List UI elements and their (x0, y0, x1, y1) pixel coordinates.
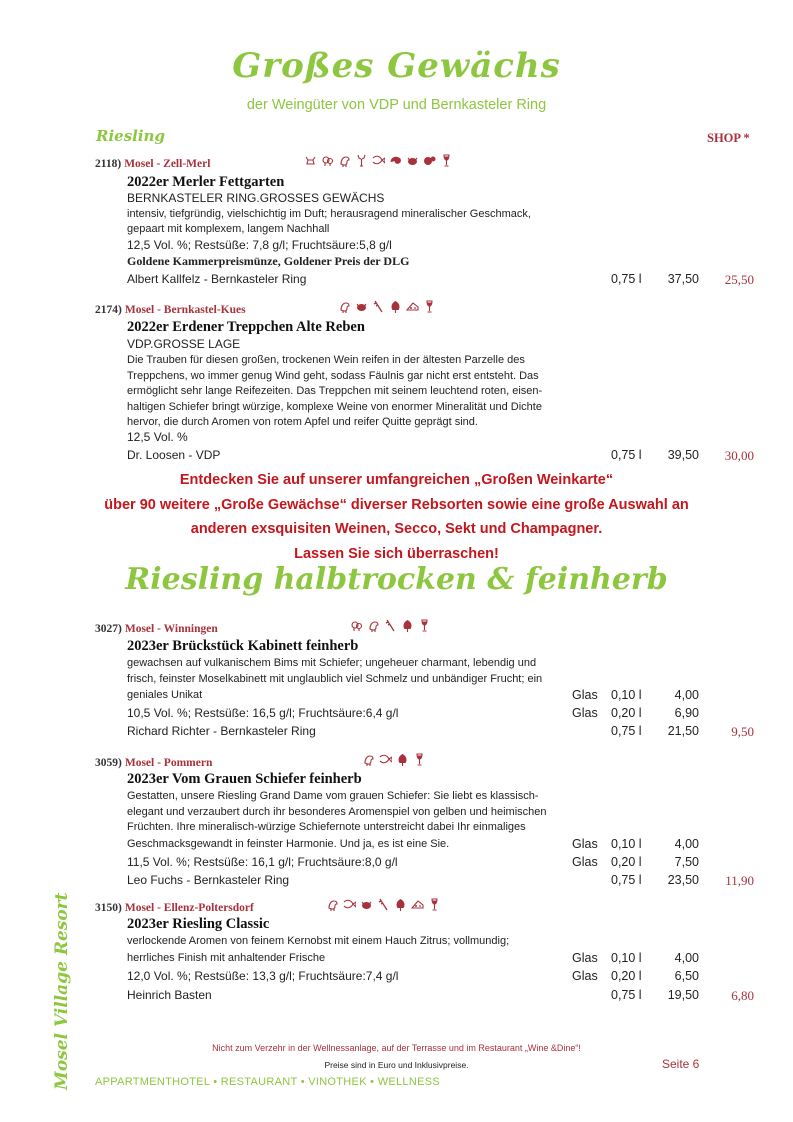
shop-price: 30,00 (724, 448, 754, 463)
wine-number: 3059) (95, 757, 122, 769)
wine-name: 2022er Merler Fettgarten (127, 174, 285, 190)
shrimp-icon (389, 154, 402, 167)
bottle-volume: 0,75 l (611, 988, 642, 1002)
wine-description-line: Treppchens, wo immer genug Wind geht, sodass Fäulnis gar nicht erst entsteht. Das (127, 369, 539, 382)
shop-price: 11,90 (725, 873, 754, 888)
wine-analysis: 11,5 Vol. %; Restsüße: 16,1 g/l; Fruchtsäure:8,0 g/l (127, 855, 398, 869)
promo-line: über 90 weitere „Große Gewächse“ diverser Rebsorten sowie eine große Auswahl an (104, 496, 689, 513)
poultry-icon (338, 300, 351, 313)
food-pairing-icons (338, 300, 436, 313)
glass-volume: 0,10 l (611, 951, 642, 965)
glass-price: 4,00 (674, 951, 699, 965)
cheese-icon (411, 898, 424, 911)
wine-number: 2174) (95, 304, 122, 316)
wine-number: 2118) (95, 158, 122, 170)
artichoke-icon (401, 619, 414, 632)
section-title-halbtrocken: Riesling halbtrocken & feinherb (125, 562, 668, 597)
wine-description-line: intensiv, tiefgründig, vielschichtig im Duft; herausragend mineralischer Geschmack, (127, 208, 531, 220)
wine-producer: Albert Kallfelz - Bernkasteler Ring (127, 272, 307, 286)
artichoke-icon (396, 753, 409, 766)
wine-header (95, 158, 210, 170)
glass-price: 6,50 (674, 969, 699, 983)
wine-name: 2023er Brückstück Kabinett feinherb (127, 638, 359, 654)
wine-producer: Heinrich Basten (127, 988, 212, 1002)
page-number: Seite 6 (662, 1057, 700, 1071)
shop-price: 9,50 (731, 724, 754, 739)
fish-icon (379, 753, 392, 766)
wine-header (95, 757, 212, 769)
wine-description-line: haltigen Schiefer bringt würzige, komplexe Weine von enormer Mineralität und Dichte (127, 400, 542, 413)
food-pairing-icons (326, 898, 441, 911)
bottle-volume: 0,75 l (611, 873, 642, 887)
fish-icon (372, 154, 385, 167)
glass-price: 7,50 (674, 855, 699, 869)
bottle-price: 21,50 (667, 724, 699, 738)
wine-description-line: Geschmacksgewandt in feinster Harmonie. Und ja, es ist eine Sie. (127, 838, 450, 850)
wine-glass-icon (440, 154, 453, 167)
wine-description-line: Früchten. Ihre mineralisch-würzige Schiefernote unterstreicht dabei Ihr einmaliges (127, 821, 526, 833)
crustacean-icon (406, 154, 419, 167)
wine-header (95, 902, 254, 914)
wine-description-line: geniales Unikat (127, 689, 203, 701)
poultry-icon (367, 619, 380, 632)
wine-number: 3150) (95, 902, 122, 914)
poultry-icon (338, 154, 351, 167)
asparagus-icon (372, 300, 385, 313)
promo-text (0, 468, 793, 566)
wine-glass-icon (423, 300, 436, 313)
wine-header (95, 304, 246, 316)
food-pairing-icons (362, 753, 426, 766)
wine-region: Mosel - Bernkastel-Kues (124, 304, 246, 316)
wine-description-line: gewachsen auf vulkanischem Bims mit Schiefer; ungeheuer charmant, lebendig und (127, 657, 537, 669)
page-subtitle: der Weingüter von VDP und Bernkasteler Ring (246, 97, 547, 113)
wine-description-line: ermöglicht sehr lange Reifezeiten. Das Treppchen mit seinem leuchtend roten, eisen- (127, 385, 543, 397)
artichoke-icon (389, 300, 402, 313)
wine-producer: Richard Richter - Bernkasteler Ring (127, 724, 316, 738)
glass-volume: 0,20 l (611, 706, 642, 720)
glass-volume: 0,20 l (611, 855, 642, 869)
wine-analysis: 12,0 Vol. %; Restsüße: 13,3 g/l; Fruchtsäure:7,4 g/l (127, 969, 399, 983)
wine-producer: Dr. Loosen - VDP (127, 448, 221, 462)
artichoke-icon (394, 898, 407, 911)
crustacean-icon (360, 898, 373, 911)
wine-description-line: Die Trauben für diesen großen, trockenen Wein reifen in der ältesten Parzelle des (127, 354, 525, 366)
glass-label: Glas (572, 706, 598, 720)
poultry-icon (362, 753, 375, 766)
wine-description-line: elegant und verzaubert durch ihr besonderes Aromenspiel von gelben und heimischen (127, 806, 547, 818)
poultry-icon (326, 898, 339, 911)
game-icon (304, 154, 317, 167)
footer-brand-line: APPARTMENTHOTEL • RESTAURANT • VINOTHEK • WELLNESS (95, 1076, 440, 1088)
wine-description-line: verlockende Aromen von feinem Kernobst mit einem Hauch Zitrus; vollmundig; (127, 935, 510, 947)
bottle-volume: 0,75 l (611, 448, 642, 462)
glass-label: Glas (572, 951, 598, 965)
wine-name: 2023er Vom Grauen Schiefer feinherb (127, 771, 362, 787)
deer-icon (355, 154, 368, 167)
glass-price: 4,00 (674, 837, 699, 851)
asparagus-icon (377, 898, 390, 911)
wine-description-line: frisch, feinster Moselkabinett mit unglaublich viel Schmelz und unbändiger Frucht; ein (127, 673, 543, 685)
glass-label: Glas (572, 688, 598, 702)
glass-volume: 0,20 l (611, 969, 642, 983)
shop-price: 25,50 (724, 272, 754, 287)
footer-note: Nicht zum Verzehr in der Wellnessanlage, auf der Terrasse und im Restaurant „Wine &Dine“! (212, 1043, 581, 1053)
wine-producer: Leo Fuchs - Bernkasteler Ring (127, 873, 290, 887)
shop-column-label: SHOP * (707, 131, 750, 145)
wine-analysis: 12,5 Vol. % (127, 430, 188, 444)
wine-analysis: 12,5 Vol. %; Restsüße: 7,8 g/l; Fruchtsäure:5,8 g/l (127, 238, 392, 252)
wine-region: Mosel - Pommern (124, 757, 213, 769)
fish-icon (343, 898, 356, 911)
glass-label: Glas (572, 837, 598, 851)
wine-name: 2023er Riesling Classic (127, 916, 270, 932)
wine-analysis: 10,5 Vol. %; Restsüße: 16,5 g/l; Fruchtsäure:6,4 g/l (127, 706, 399, 720)
wine-award: Goldene Kammerpreismünze, Goldener Preis der DLG (127, 254, 410, 268)
wine-region: Mosel - Zell-Merl (124, 158, 211, 170)
promo-line: anderen exsquisiten Weinen, Secco, Sekt und Champagner. (190, 521, 603, 537)
lamb-icon (321, 154, 334, 167)
wine-header (95, 623, 218, 635)
bottle-price: 37,50 (667, 272, 699, 286)
wine-category: VDP.GROSSE LAGE (127, 337, 241, 351)
promo-line: Entdecken Sie auf unserer umfangreichen „Großen Weinkarte“ (179, 472, 614, 488)
bottle-price: 19,50 (667, 988, 699, 1002)
wine-glass-icon (428, 898, 441, 911)
glass-volume: 0,10 l (611, 837, 642, 851)
glass-price: 6,90 (674, 706, 699, 720)
glass-label: Glas (572, 969, 598, 983)
wine-number: 3027) (95, 623, 122, 635)
bottle-price: 39,50 (667, 448, 699, 462)
food-pairing-icons (350, 619, 431, 632)
section-label-riesling: Riesling (96, 127, 165, 145)
bottle-volume: 0,75 l (611, 724, 642, 738)
beef-icon (423, 154, 436, 167)
page-title: Großes Gewächs (232, 46, 561, 86)
crustacean-icon (355, 300, 368, 313)
bottle-price: 23,50 (667, 873, 699, 887)
bottle-volume: 0,75 l (611, 272, 642, 286)
wine-region: Mosel - Winningen (124, 623, 218, 635)
cheese-icon (406, 300, 419, 313)
wine-description-line: herrliches Finish mit anhaltender Frische (127, 952, 326, 964)
promo-line: Lassen Sie sich überraschen! (294, 545, 499, 562)
wine-glass-icon (413, 753, 426, 766)
wine-description-line: Gestatten, unsere Riesling Grand Dame vom grauen Schiefer: Sie liebt es klassisch- (127, 790, 539, 802)
wine-category: BERNKASTELER RING.GROSSES GEWÄCHS (127, 191, 385, 205)
glass-volume: 0,10 l (611, 688, 642, 702)
glass-price: 4,00 (674, 688, 699, 702)
glass-label: Glas (572, 855, 598, 869)
lamb-icon (350, 619, 363, 632)
wine-description-line: gepaart mit komplexem, langem Nachhall (127, 223, 330, 235)
wine-description-line: hervor, die durch Aromen von rotem Apfel und reifer Quitte geprägt sind. (127, 416, 478, 428)
side-brand-logo: Mosel Village Resort (52, 892, 72, 1090)
wine-region: Mosel - Ellenz-Poltersdorf (124, 902, 254, 914)
wine-glass-icon (418, 619, 431, 632)
asparagus-icon (384, 619, 397, 632)
footer-prices-note: Preise sind in Euro und Inklusivpreise. (324, 1060, 469, 1070)
shop-price: 6,80 (731, 988, 754, 1003)
wine-name: 2022er Erdener Treppchen Alte Reben (127, 319, 365, 335)
food-pairing-icons (304, 154, 453, 167)
